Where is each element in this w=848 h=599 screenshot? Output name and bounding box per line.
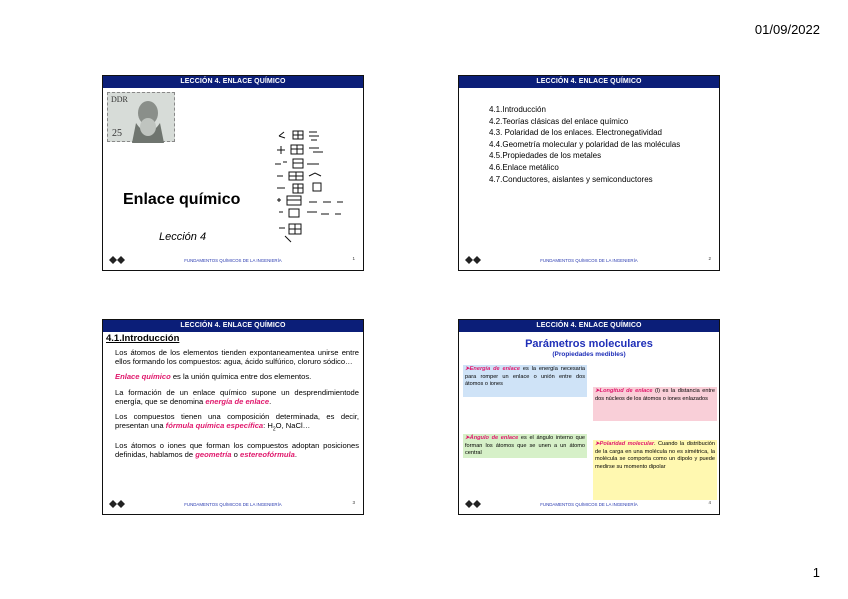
slide-number: 4 xyxy=(708,500,711,505)
paragraph: Los compuestos tienen una composición determinada, es decir, presentan una fórmula química específica: $H_2O$, NaCl… xyxy=(115,412,359,433)
slide-number: 3 xyxy=(352,500,355,505)
keyword: estereofórmula xyxy=(239,450,295,460)
slide-4 xyxy=(458,319,720,515)
toc-item: 4.5.Propiedades de los metales xyxy=(489,151,602,161)
toc-item: 4.1.Introducción xyxy=(489,105,546,114)
slide-number: 1 xyxy=(352,256,355,261)
slide-body xyxy=(115,348,359,465)
slide-header: LECCIÓN 4. ENLACE QUÍMICO xyxy=(459,320,719,332)
stamp-image xyxy=(107,92,175,142)
slide-title: Parámetros moleculares xyxy=(525,338,653,350)
section-title: 4.1.Introducción xyxy=(106,333,180,344)
paragraph: La formación de un enlace químico supone un desprendimientode energía, que se denomina energía de enlace. xyxy=(115,387,359,406)
polarity-box: ➤Polaridad molecular. Cuando la distribución de la carga en una molécula no es simétrica, la molécula se comporta como un dipolo y puede medirse su momento dipolar xyxy=(593,440,717,500)
paragraph: Enlace químico es la unión química entre dos elementos. xyxy=(115,372,312,382)
slide-2 xyxy=(458,75,720,271)
table-of-contents xyxy=(489,104,680,185)
slide-footer: FUNDAMENTOS QUÍMICOS DE LA INGENIERÍA xyxy=(184,258,282,263)
slide-number: 2 xyxy=(708,256,711,261)
structural-formulas-image xyxy=(273,128,359,246)
slide-footer: FUNDAMENTOS QUÍMICOS DE LA INGENIERÍA xyxy=(540,502,638,507)
slide-header: LECCIÓN 4. ENLACE QUÍMICO xyxy=(103,320,363,332)
stamp-country: DDR xyxy=(111,95,128,104)
slide-header: LECCIÓN 4. ENLACE QUÍMICO xyxy=(103,76,363,88)
slide-title: Enlace químico xyxy=(123,191,241,208)
slide-subtitle: Lección 4 xyxy=(159,231,207,243)
angle-box: ➤Ángulo de enlace es el ángulo interno que forman los átomos que se unen a un átomo central xyxy=(465,435,585,457)
toc-item: 4.2.Teorías clásicas del enlace químico xyxy=(489,116,629,126)
length-box: ➤Longitud de enlace (l) es la distancia entre dos núcleos de los átomos o iones enlazados xyxy=(593,387,717,421)
print-date: 01/09/2022 xyxy=(754,22,820,37)
toc-item: 4.4.Geometría molecular y polaridad de las moléculas xyxy=(489,139,681,149)
slide-3 xyxy=(102,319,364,515)
slide-header: LECCIÓN 4. ENLACE QUÍMICO xyxy=(459,76,719,88)
paragraph: Los átomos de los elementos tienden expontaneamentea unirse entre ellos formando los compuestos: agua, ácido sulfúrico, cloruro sódico… xyxy=(115,348,359,367)
keyword: Enlace químico xyxy=(115,372,171,382)
keyword: energía de enlace xyxy=(205,396,270,406)
energy-box: ➤Energía de enlace es la energía necesaria para romper un enlace o unión entre dos átomos o iones xyxy=(463,365,587,397)
slide-footer: FUNDAMENTOS QUÍMICOS DE LA INGENIERÍA xyxy=(540,258,638,263)
slide-1 xyxy=(102,75,364,271)
slide-subtitle: (Propiedades medibles) xyxy=(552,351,626,358)
toc-item: 4.3. Polaridad de los enlaces. Electronegatividad xyxy=(489,128,662,138)
toc-item: 4.6.Enlace metálico xyxy=(489,162,559,172)
keyword: geometría xyxy=(195,450,232,460)
slide-footer: FUNDAMENTOS QUÍMICOS DE LA INGENIERÍA xyxy=(184,502,282,507)
paragraph: Los átomos o iones que forman los compuestos adoptan posiciones definidas, hablamos de geometría o estereofórmula. xyxy=(115,440,359,460)
toc-item: 4.7.Conductores, aislantes y semiconductores xyxy=(489,174,653,184)
page-number: 1 xyxy=(812,565,820,580)
stamp-value: 25 xyxy=(112,128,122,139)
keyword: fórmula química específica xyxy=(165,421,264,431)
